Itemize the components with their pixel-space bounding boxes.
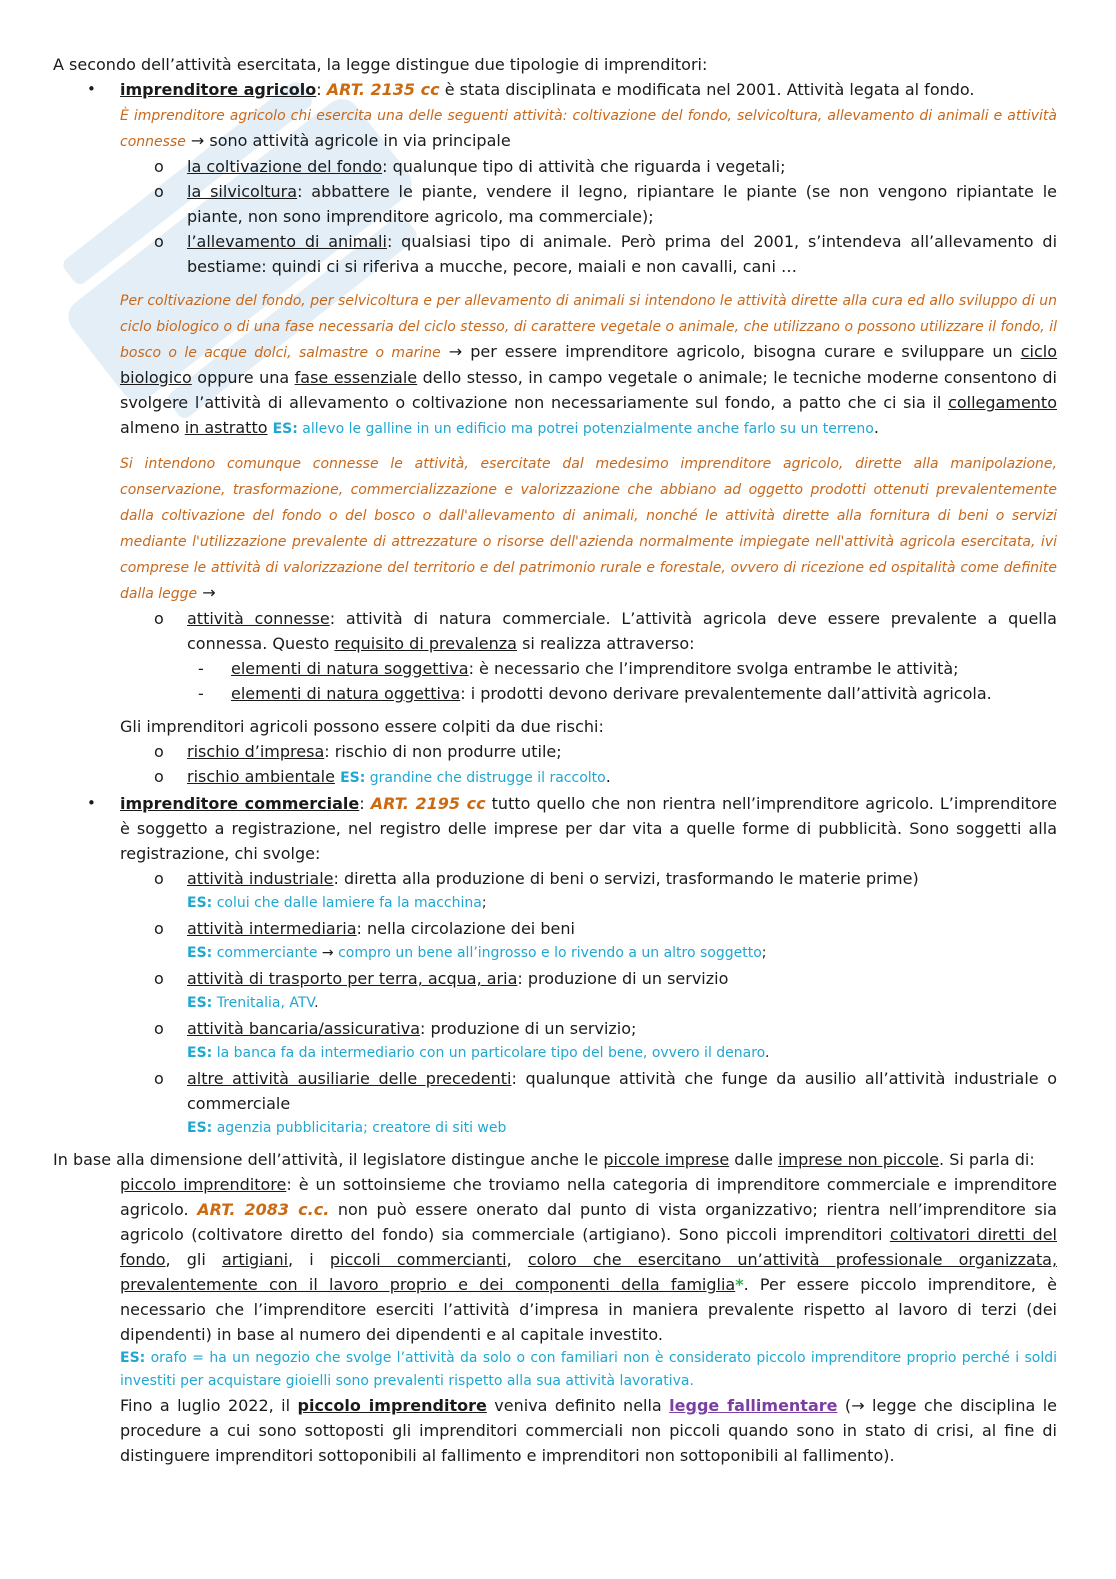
ciclo-biologico-paragraph: Per coltivazione del fondo, per selvicoltura e per allevamento di animali si intendono le attività dirette alla cura ed allo sviluppo di un ciclo biologico o di una fase necessaria del ciclo stesso, di carattere vegetale o animale, che utilizzano o possono utilizzare il fondo, il bosco o le acque dolci, salmastre o marine → per essere imprenditore agricolo, bisogna curare e sviluppare un ciclo biologico oppure una fase essenziale dello stesso, in campo vegetale o animale; le tecniche moderne consentono di svolgere l’attività di allevamento o coltivazione non necessariamente sul fondo, a patto che ci sia il collegamento almeno in astratto ES: allevo le galline in un edificio ma potrei potenzialmente anche farlo su un terreno. <box>120 293 1057 437</box>
list-item: - elementi di natura oggettiva: i prodotti devono derivare prevalentemente dall’attività agricola. <box>198 684 992 703</box>
document-body <box>53 52 1057 1468</box>
example-note: ES: Trenitalia, ATV. <box>187 995 319 1011</box>
list-item: o attività intermediaria: nella circolazione dei beni ES: commerciante → compro un bene all’ingrosso e lo rivendo a un altro soggetto; <box>187 916 1057 966</box>
list-item: o la coltivazione del fondo: qualunque tipo di attività che riguarda i vegetali; <box>154 157 786 176</box>
list-item: o attività bancaria/assicurativa: produzione di un servizio; ES: la banca fa da intermediario con un particolare tipo del bene, ovvero il denaro. <box>187 1016 1057 1066</box>
agricolo-definition: È imprenditore agricolo chi esercita una delle seguenti attività: coltivazione del fondo, selvicoltura, allevamento di animali e attività connesse → sono attività agricole in via principale <box>120 108 1057 150</box>
list-item: o l’allevamento di animali: qualsiasi tipo di animale. Però prima del 2001, s’intendeva all’allevamento di bestiame: quindi ci si riferiva a mucche, pecore, maiali e non cavalli, cani … <box>154 232 1058 276</box>
article-2135: ART. 2135 cc <box>326 80 440 99</box>
bullet-commerciale: • imprenditore commerciale: ART. 2195 cc tutto quello che non rientra nell’imprenditore agricolo. L’imprenditore è soggetto a registrazione, nel registro delle imprese per dar vita a quelle forme di pubblicità. Sono soggetti alla registrazione, chi svolge: <box>120 791 1057 866</box>
example-note: ES: orafo = ha un negozio che svolge l’attività da solo o con familiari non è considerato piccolo imprenditore proprio perché i soldi investiti per acquistare gioielli sono prevalenti rispetto alla sua attività lavorativa. <box>120 1350 1057 1389</box>
article-2195: ART. 2195 cc <box>370 794 486 813</box>
arrow-icon: → <box>851 1396 865 1415</box>
dimensione-paragraph: In base alla dimensione dell’attività, il legislatore distingue anche le piccole imprese dalle imprese non piccole. Si parla di: <box>53 1150 1035 1169</box>
example-note: ES: la banca fa da intermediario con un particolare tipo del bene, ovvero il denaro. <box>187 1045 770 1061</box>
bullet-marker: • <box>87 794 96 812</box>
example-note: ES: colui che dalle lamiere fa la macchina; <box>187 895 487 911</box>
term-imprenditore-agricolo: imprenditore agricolo <box>120 80 317 99</box>
list-item: o rischio ambientale ES: grandine che distrugge il raccolto. <box>154 767 611 786</box>
example-note: ES: allevo le galline in un edificio ma potrei potenzialmente anche farlo su un terreno <box>272 421 874 437</box>
asterisk-mark: * <box>735 1275 744 1294</box>
arrow-icon: → <box>321 945 334 961</box>
bullet-agricolo: • imprenditore agricolo: ART. 2135 cc è stata disciplinata e modificata nel 2001. Attività legata al fondo. <box>120 77 1057 102</box>
legge-fallimentare-link: legge fallimentare <box>669 1396 838 1415</box>
bullet-marker: • <box>87 80 96 98</box>
example-note: ES: grandine che distrugge il raccolto <box>340 770 606 786</box>
intro-paragraph: A secondo dell’attività esercitata, la legge distingue due tipologie di imprenditori: <box>53 55 708 74</box>
piccolo-imprenditore-paragraph: piccolo imprenditore: è un sottoinsieme che troviamo nella categoria di imprenditore commerciale e imprenditore agricolo. ART. 2083 c.c. non può essere onerato dal punto di vista organizzativo; rientra nell’imprenditore sia agricolo (coltivatore diretto del fondo) sia commerciale (artigiano). Sono piccoli imprenditori coltivatori diretti del fondo, gli artigiani, i piccoli commercianti, coloro che esercitano un’attività professionale organizzata, prevalentemente con il lavoro proprio e dei componenti della famiglia*. Per essere piccolo imprenditore, è necessario che l’imprenditore eserciti l’attività d’impresa in maniera prevalente rispetto al lavoro di terzi (dei dipendenti) in base al numero dei dipendenti e al capitale investito. <box>120 1175 1058 1344</box>
article-2083: ART. 2083 c.c. <box>197 1200 330 1219</box>
arrow-icon: → <box>202 583 216 602</box>
arrow-icon: → <box>448 342 463 361</box>
list-item: o la silvicoltura: abbattere le piante, vendere il legno, ripiantare le piante (se non vengono ripiantate le piante, non sono imprenditore agricolo, ma commerciale); <box>154 182 1057 226</box>
list-item: o attività connesse: attività di natura commerciale. L’attività agricola deve essere prevalente a quella connessa. Questo requisito di prevalenza si realizza attraverso: <box>154 609 1057 653</box>
legge-fallimentare-paragraph: Fino a luglio 2022, il piccolo imprenditore veniva definito nella legge fallimentare (→ legge che disciplina le procedure a cui sono sottoposti gli imprenditori commerciali non piccoli quando sono in stato di crisi, al fine di distinguere imprenditori sottoponibili al fallimento e imprenditori non sottoponibili al fallimento). <box>120 1396 1058 1465</box>
list-item: o attività di trasporto per terra, acqua, aria: produzione di un servizio ES: Trenitalia, ATV. <box>187 966 1057 1016</box>
list-item: o attività industriale: diretta alla produzione di beni o servizi, trasformando le materie prime) ES: colui che dalle lamiere fa la macchina; <box>187 866 1057 916</box>
list-item: - elementi di natura soggettiva: è necessario che l’imprenditore svolga entrambe le attività; <box>198 659 959 678</box>
rischi-intro: Gli imprenditori agricoli possono essere colpiti da due rischi: <box>120 717 604 736</box>
connesse-definition: Si intendono comunque connesse le attività, esercitate dal medesimo imprenditore agricolo, dirette alla manipolazione, conservazione, trasformazione, commercializzazione e valorizzazione che abbiano ad oggetto prodotti ottenuti prevalentemente dalla coltivazione del fondo o del bosco o dall'allevamento di animali, nonché le attività dirette alla fornitura di beni o servizi mediante l'utilizzazione prevalente di attrezzature o risorse dell'azienda normalmente impiegate nell'attività agricola esercitata, ivi comprese le attività di valorizzazione del territorio e del patrimonio rurale e forestale, ovvero di ricezione ed ospitalità come definite dalla legge → <box>120 456 1057 602</box>
term-imprenditore-commerciale: imprenditore commerciale <box>120 794 360 813</box>
list-item: o altre attività ausiliarie delle precedenti: qualunque attività che funge da ausilio all’attività industriale o commerciale ES: agenzia pubblicitaria; creatore di siti web <box>187 1066 1057 1141</box>
example-note: ES: commerciante → compro un bene all’ingrosso e lo rivendo a un altro soggetto; <box>187 945 767 961</box>
arrow-icon: → <box>190 131 205 150</box>
example-note: ES: agenzia pubblicitaria; creatore di siti web <box>187 1120 507 1136</box>
list-item: o rischio d’impresa: rischio di non produrre utile; <box>154 742 562 761</box>
